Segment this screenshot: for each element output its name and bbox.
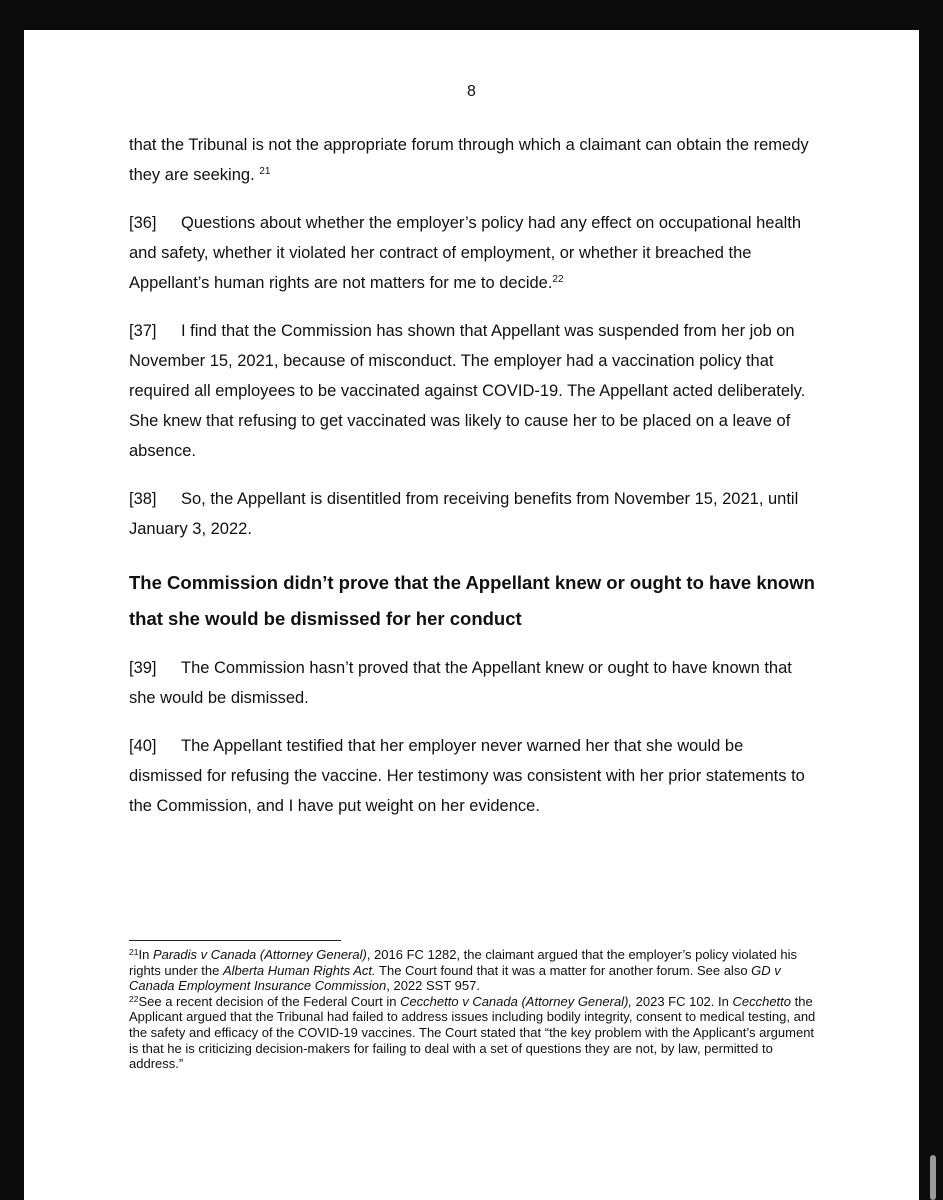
footnote-text: , 2016 FC 1282, the claimant argued that the employer’s policy violated his rights under the <box>129 947 798 978</box>
footnote-text: , 2022 SST 957. <box>386 978 480 994</box>
section-heading: The Commission didn’t prove that the Appellant knew or ought to have known that she would be dismissed for her conduct <box>129 572 815 629</box>
paragraph-text: Questions about whether the employer’s policy had any effect on occupational health and safety, whether it violated her contract of employment, or whether it breached the Appellant’s human rights are not matters for me to decide. <box>129 214 802 292</box>
footnote-text: In <box>138 947 153 962</box>
paragraph-36 <box>129 208 819 298</box>
footnote-21 <box>129 947 819 994</box>
footnote-number: 21 <box>129 947 139 957</box>
footnote-divider <box>129 940 341 941</box>
document-page <box>24 30 919 1200</box>
footnote-number: 22 <box>129 993 139 1004</box>
continuation-paragraph <box>129 130 819 190</box>
paragraph-39 <box>129 653 819 713</box>
scrollbar-thumb[interactable] <box>930 1155 936 1200</box>
footnotes <box>129 947 819 1072</box>
paragraph-37 <box>129 316 819 466</box>
paragraph-38 <box>129 484 819 544</box>
case-citation: Cecchetto v Canada (Attorney General), <box>400 993 633 1009</box>
case-citation: GD v Canada Employment Insurance Commission <box>129 962 781 994</box>
footnote-ref[interactable]: 21 <box>259 166 271 177</box>
footnote-text: 2023 FC 102. In <box>632 993 733 1009</box>
statute-citation: Alberta Human Rights Act. <box>222 962 376 978</box>
paragraph-number: [38] <box>129 490 157 508</box>
paragraph-text: I find that the Commission has shown that Appellant was suspended from her job on November 15, 2021, because of misconduct. The employer had a vaccination policy that required all employees to be vaccinated against COVID-19. The Appellant acted deliberately. She knew that refusing to get vaccinated was likely to cause her to be placed on a leave of absence. <box>129 322 806 460</box>
paragraph-number: [40] <box>129 737 157 755</box>
paragraph-text: So, the Appellant is disentitled from receiving benefits from November 15, 2021, until January 3, 2022. <box>129 490 799 538</box>
paragraph-number: [36] <box>129 214 157 232</box>
paragraph-text: The Appellant testified that her employer never warned her that she would be dismissed for refusing the vaccine. Her testimony was consistent with her prior statements to the Commission, and I have put weight on her evidence. <box>129 737 805 815</box>
case-citation: Cecchetto <box>732 993 792 1009</box>
footnote-ref[interactable]: 22 <box>552 274 564 285</box>
footnote-22 <box>129 994 819 1072</box>
paragraph-40 <box>129 731 819 821</box>
footnote-text: The Court found that it was a matter for another forum. See also <box>375 962 752 978</box>
footnote-text: the Applicant argued that the Tribunal had failed to address issues including bodily integrity, consent to medical testing, and the safety and efficacy of the COVID-19 vaccines. The Court stated that “the key problem with the Applicant’s argument is that he is criticizing decision-makers for failing to deal with a set of questions they are not, by law, permitted to address.” <box>129 993 816 1072</box>
case-citation: Paradis v Canada (Attorney General) <box>152 947 367 962</box>
paragraph-number: [39] <box>129 659 157 677</box>
paragraph-text: The Commission hasn’t proved that the Appellant knew or ought to have known that she would be dismissed. <box>129 659 792 707</box>
page-number: 8 <box>467 83 476 100</box>
paragraph-number: [37] <box>129 322 157 340</box>
footnote-text: See a recent decision of the Federal Court in <box>138 993 401 1009</box>
paragraph-text: that the Tribunal is not the appropriate forum through which a claimant can obtain the remedy they are seeking. <box>129 136 809 184</box>
